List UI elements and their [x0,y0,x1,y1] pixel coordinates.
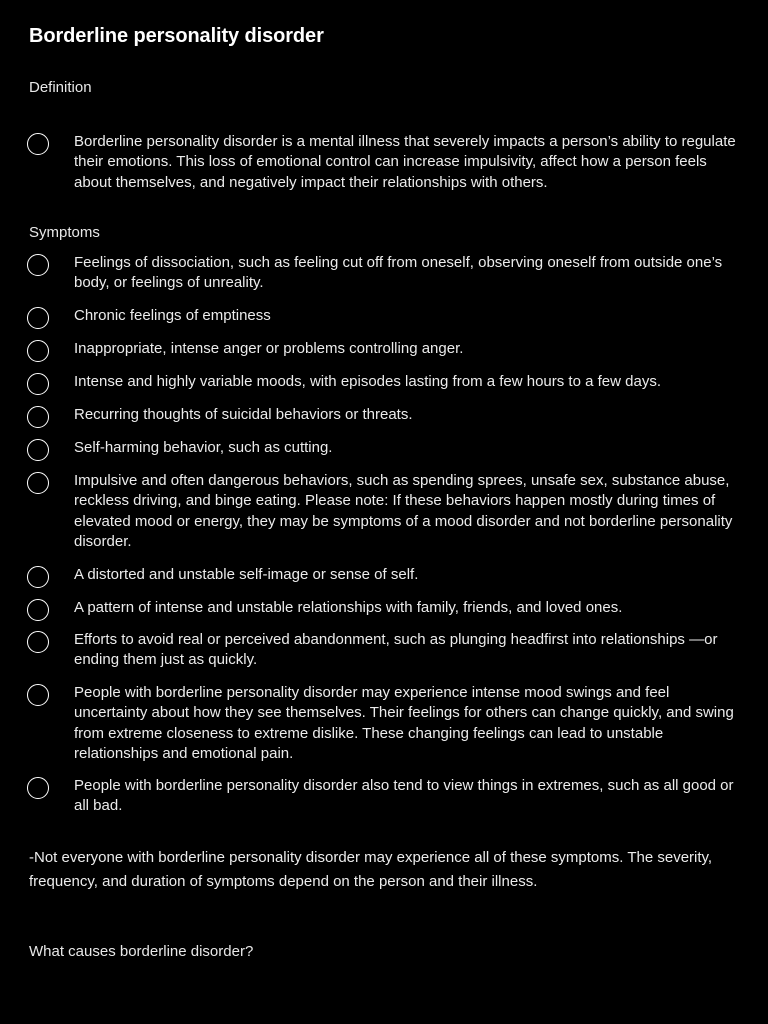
symptom-radio-button[interactable] [27,599,49,621]
symptoms-label: Symptoms [29,224,100,241]
symptom-text: People with borderline personality disorder also tend to view things in extremes, such as all good or all bad. [74,777,734,815]
symptom-item [27,253,742,294]
definition-item [27,132,742,193]
symptom-text: Feelings of dissociation, such as feeling cut off from oneself, observing oneself from outside one’s body, or feelings of unreality. [74,254,723,292]
symptom-item [27,598,742,621]
symptom-text: Impulsive and often dangerous behaviors, such as spending sprees, unsafe sex, substance abuse, reckless driving, and binge eating. Please note: If these behaviors happen mostly during times of elevated mood or energy, they may be symptoms of a mood disorder and not borderline personality disorder. [74,472,733,550]
symptom-text: People with borderline personality disorder may experience intense mood swings and feel uncertainty about how they see themselves. Their feelings for others can change quickly, and swing from extreme closeness to extreme dislike. These changing feelings can lead to unstable relationships and emotional pain. [74,684,734,762]
symptom-radio-button[interactable] [27,472,49,494]
symptom-text: Efforts to avoid real or perceived abandonment, such as plunging headfirst into relationships —or ending them just as quickly. [74,631,718,669]
causes-heading: What causes borderline disorder? [29,943,254,960]
symptom-item [27,372,742,395]
symptom-text: A pattern of intense and unstable relationships with family, friends, and loved ones. [74,599,623,616]
symptom-radio-button[interactable] [27,684,49,706]
symptom-radio-button[interactable] [27,631,49,653]
symptom-radio-button[interactable] [27,340,49,362]
symptom-text: Intense and highly variable moods, with episodes lasting from a few hours to a few days. [74,373,661,390]
symptom-item [27,776,742,817]
symptom-radio-button[interactable] [27,373,49,395]
symptom-item [27,471,742,552]
symptom-radio-button[interactable] [27,439,49,461]
page-title: Borderline personality disorder [29,25,324,47]
symptom-item [27,438,742,461]
symptom-text: Inappropriate, intense anger or problems controlling anger. [74,340,464,357]
definition-text: Borderline personality disorder is a mental illness that severely impacts a person’s ability to regulate their emotions. This loss of emotional control can increase impulsivity, affect how a person feels about themselves, and negatively impact their relationships with others. [74,133,736,191]
definition-radio-button[interactable] [27,133,49,155]
symptoms-note: -Not everyone with borderline personality disorder may experience all of these symptoms. The severity, frequency, and duration of symptoms depend on the person and their illness. [29,849,713,890]
symptom-radio-button[interactable] [27,307,49,329]
symptom-item [27,339,742,362]
symptom-text: Self-harming behavior, such as cutting. [74,439,333,456]
symptom-item [27,630,742,671]
symptom-text: Chronic feelings of emptiness [74,307,271,324]
symptom-radio-button[interactable] [27,254,49,276]
symptom-item [27,405,742,428]
symptom-text: A distorted and unstable self-image or sense of self. [74,566,419,583]
symptom-radio-button[interactable] [27,777,49,799]
symptom-radio-button[interactable] [27,566,49,588]
symptom-item [27,306,742,329]
symptom-text: Recurring thoughts of suicidal behaviors or threats. [74,406,413,423]
symptom-item [27,683,742,764]
symptom-radio-button[interactable] [27,406,49,428]
definition-label: Definition [29,79,92,96]
symptom-item [27,565,742,588]
